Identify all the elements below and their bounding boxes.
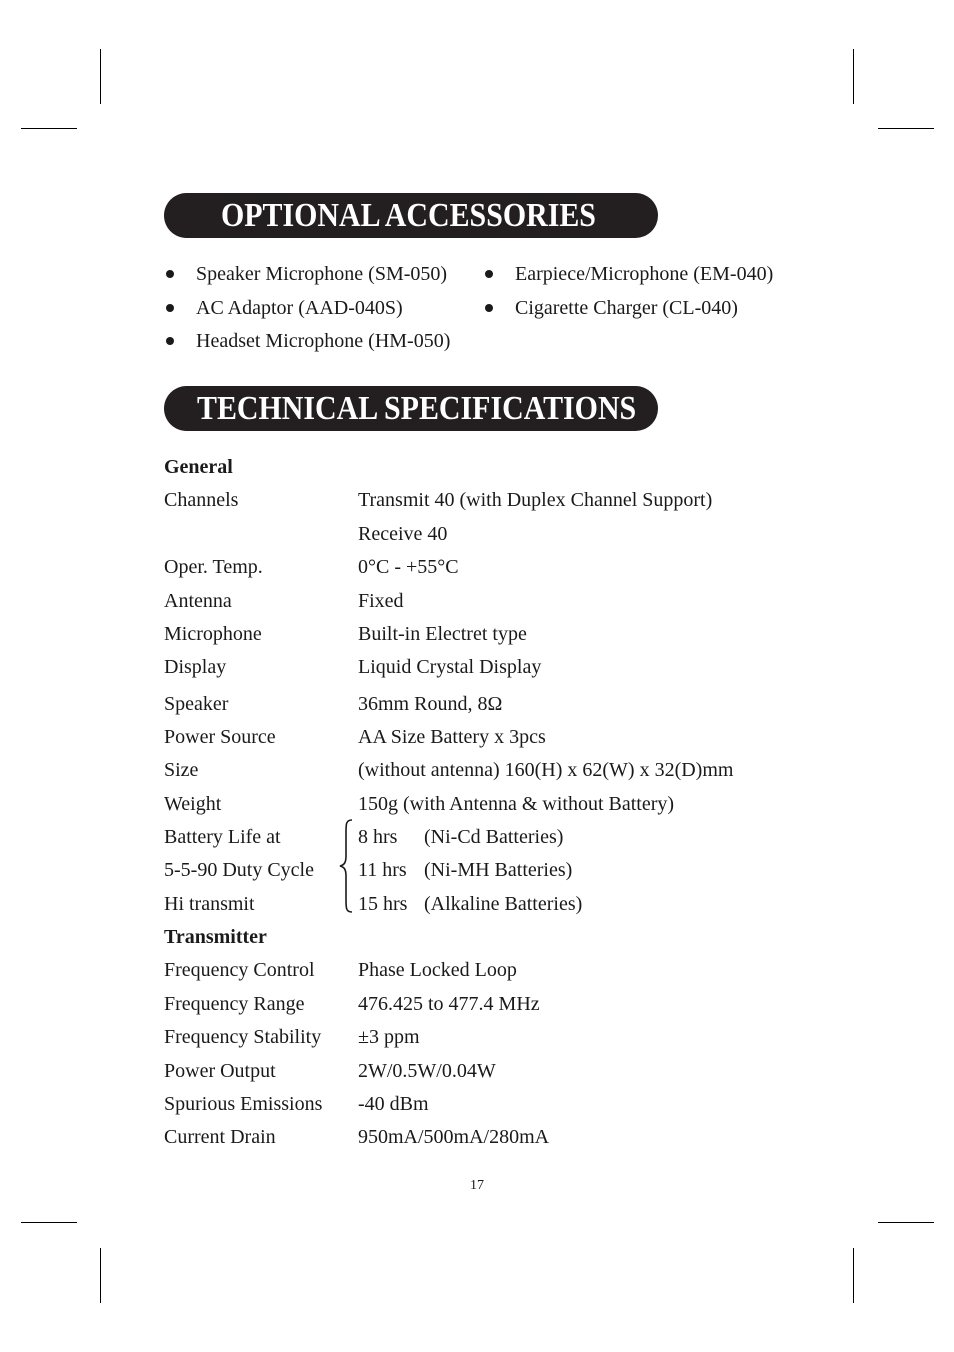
spec-row-antenna [164,586,804,619]
battery-type: (Ni-MH Batteries) [424,859,573,882]
spec-value: Transmit 40 (with Duplex Channel Support) [358,489,713,512]
spec-value: Fixed [358,589,404,612]
spec-label: Frequency Range [164,992,305,1015]
section-heading-label: Transmitter [164,926,267,949]
accessory-label: Earpiece/Microphone (EM-040) [515,263,774,285]
spec-row-microphone [164,619,804,652]
spec-label: Size [164,759,199,782]
spec-label: Spurious Emissions [164,1093,323,1116]
spec-label: Current Drain [164,1126,276,1149]
bullet-icon [166,337,174,345]
page-number: 17 [470,1178,484,1193]
accessories-heading: OPTIONAL ACCESSORIES [221,197,596,234]
spec-row-weight [164,789,804,822]
crop-mark-bottom-left-vertical [100,1248,101,1303]
spec-label: Weight [164,792,222,815]
bullet-icon [166,304,174,312]
crop-mark-top-left-horizontal [21,128,77,129]
bullet-icon [485,270,493,278]
spec-label: 5-5-90 Duty Cycle [164,859,314,882]
section-heading-general [164,452,804,485]
spec-label: Speaker [164,692,229,715]
crop-mark-top-left-vertical [100,49,101,104]
section-heading-label: General [164,456,233,478]
list-item [483,262,773,296]
spec-value [358,889,582,919]
spec-row-display [164,652,804,685]
spec-value: Built-in Electret type [358,622,527,645]
crop-mark-top-right-horizontal [878,128,934,129]
spec-row-size [164,755,804,788]
spec-value: 950mA/500mA/280mA [358,1126,550,1149]
accessories-list-left [164,262,450,363]
spec-value: 150g (with Antenna & without Battery) [358,792,675,815]
bullet-icon [166,270,174,278]
spec-value: Phase Locked Loop [358,959,517,982]
list-item [164,329,450,363]
spec-value: Liquid Crystal Display [358,656,542,679]
spec-row-channels [164,485,804,518]
list-item [164,262,450,296]
accessories-list-right [483,262,773,329]
spec-value: Receive 40 [358,522,448,545]
list-item [483,296,773,330]
spec-label: Battery Life at [164,825,281,848]
spec-label: Frequency Stability [164,1026,322,1049]
crop-mark-bottom-right-horizontal [878,1222,934,1223]
spec-value [358,855,572,885]
curly-brace-icon [338,818,354,914]
specs-heading: TECHNICAL SPECIFICATIONS [197,390,637,427]
spec-row-battery-life [164,822,804,855]
specs-heading-banner [164,386,658,431]
battery-hours: 15 hrs [358,892,408,915]
spec-row-battery-life [164,889,804,922]
spec-label: Frequency Control [164,959,315,982]
spec-value: 2W/0.5W/0.04W [358,1059,496,1082]
crop-mark-top-right-vertical [853,49,854,104]
section-heading-transmitter [164,922,804,955]
spec-row-battery-life [164,855,804,888]
spec-label: Power Output [164,1059,276,1082]
bullet-icon [485,304,493,312]
spec-row-frequency-stability [164,1022,804,1055]
battery-type: (Ni-Cd Batteries) [424,825,564,848]
accessory-label: AC Adaptor (AAD-040S) [196,296,403,319]
spec-row-power-source [164,722,804,755]
battery-hours: 8 hrs [358,825,398,848]
spec-value: (without antenna) 160(H) x 62(W) x 32(D)mm [358,759,734,782]
spec-row-spurious-emissions [164,1089,804,1122]
specifications-table [164,452,804,1156]
crop-mark-bottom-right-vertical [853,1248,854,1303]
spec-row-frequency-range [164,989,804,1022]
spec-label: Channels [164,489,239,512]
spec-value: -40 dBm [358,1093,429,1116]
list-item [164,296,450,330]
spec-value: 36mm Round, 8Ω [358,692,503,715]
spec-label: Display [164,656,227,679]
spec-value: AA Size Battery x 3pcs [358,725,546,748]
battery-hours: 11 hrs [358,859,407,882]
spec-label: Oper. Temp. [164,556,263,579]
spec-row-channels-receive [164,519,804,552]
spec-row-current-drain [164,1122,804,1155]
spec-label: Antenna [164,589,232,612]
accessory-label: Headset Microphone (HM-050) [196,330,451,352]
accessory-label: Speaker Microphone (SM-050) [196,263,448,285]
spec-row-power-output [164,1056,804,1089]
accessories-heading-banner [164,193,658,238]
spec-value: 476.425 to 477.4 MHz [358,992,540,1015]
spec-row-oper-temp [164,552,804,585]
spec-value [358,822,563,852]
accessory-label: Cigarette Charger (CL-040) [515,296,738,319]
spec-value: ±3 ppm [358,1026,420,1049]
battery-type: (Alkaline Batteries) [424,892,583,915]
spec-label: Microphone [164,622,262,645]
spec-row-speaker [164,686,804,722]
spec-value: 0°C - +55°C [358,556,459,579]
spec-label: Power Source [164,725,276,748]
spec-row-frequency-control [164,955,804,988]
spec-label: Hi transmit [164,892,255,915]
crop-mark-bottom-left-horizontal [21,1222,77,1223]
